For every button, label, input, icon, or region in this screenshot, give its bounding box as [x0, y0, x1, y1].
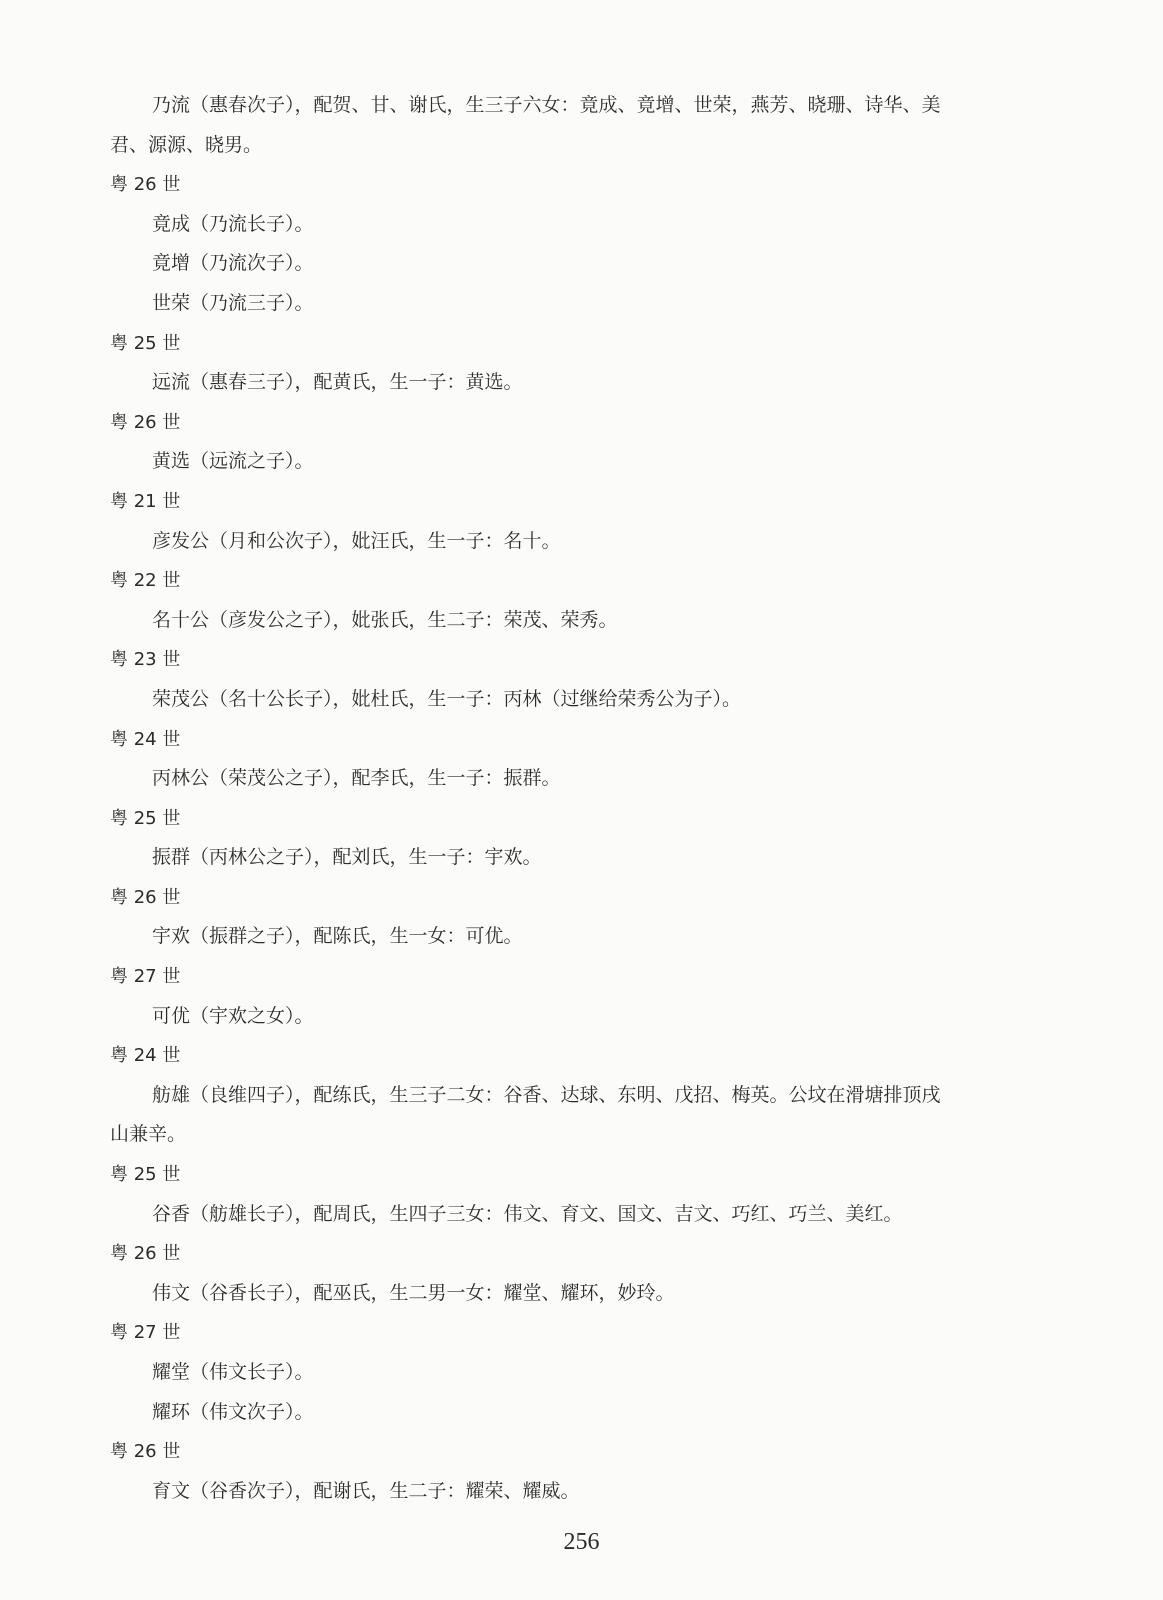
generation-heading: 粤 26 世 [110, 886, 181, 908]
text-line: 丙林公（荣茂公之子），配李氏，生一子：振群。 [152, 767, 561, 790]
page-number: 256 [563, 1529, 600, 1555]
text-line: 彦发公（月和公次子），妣汪氏，生一子：名十。 [152, 529, 561, 552]
generation-heading: 粤 22 世 [110, 570, 181, 592]
text-line: 宇欢（振群之子），配陈氏，生一女：可优。 [152, 925, 523, 948]
text-line: 振群（丙林公之子），配刘氏，生一子：宇欢。 [152, 846, 542, 869]
text-line: 耀堂（伟文长子）。 [152, 1361, 314, 1383]
generation-heading: 粤 27 世 [110, 1322, 181, 1344]
generation-heading: 粤 26 世 [110, 1441, 181, 1463]
text-line: 山兼辛。 [110, 1123, 187, 1146]
text-line: 世荣（乃流三子）。 [152, 291, 314, 314]
generation-heading: 粤 25 世 [110, 1164, 181, 1186]
generation-heading: 粤 26 世 [110, 411, 181, 433]
text-line: 可优（宇欢之女）。 [152, 1004, 314, 1027]
text-line: 乃流（惠春次子），配贺、甘、谢氏，生三子六女：竟成、竟增、世荣，燕芳、晓珊、诗华、美 [152, 94, 941, 116]
text-line: 谷香（舫雄长子），配周氏，生四子三女：伟文、育文、国文、吉文、巧红、巧兰、美红。 [152, 1202, 903, 1225]
text-line: 名十公（彦发公之子），妣张氏，生二子：荣茂、荣秀。 [152, 608, 618, 631]
text-line: 荣茂公（名十公长子），妣杜氏，生一子：丙林（过继给荣秀公为子）。 [152, 687, 742, 710]
generation-heading: 粤 26 世 [110, 174, 181, 196]
text-line: 育文（谷香次子），配谢氏，生二子：耀荣、耀威。 [152, 1479, 580, 1502]
text-line: 竟成（乃流长子）。 [152, 212, 314, 235]
text-line: 竟增（乃流次子）。 [152, 252, 314, 275]
text-line: 君、源源、晓男。 [110, 133, 263, 156]
text-line: 舫雄（良维四子），配练氏，生三子二女：谷香、达球、东明、戊招、梅英。公坟在滑塘排顶戌 [152, 1083, 941, 1106]
generation-heading: 粤 24 世 [110, 1045, 181, 1067]
text-line: 远流（惠春三子），配黄氏，生一子：黄选。 [152, 371, 523, 394]
generation-heading: 粤 23 世 [110, 649, 181, 671]
generation-heading: 粤 27 世 [110, 966, 181, 988]
generation-heading: 粤 26 世 [110, 1243, 181, 1265]
text-line: 黄选（远流之子）。 [152, 450, 314, 473]
text-line: 耀环（伟文次子）。 [152, 1400, 314, 1423]
generation-heading: 粤 25 世 [110, 807, 181, 829]
genealogy-text [110, 86, 1040, 1511]
generation-heading: 粤 24 世 [110, 728, 181, 750]
generation-heading: 粤 25 世 [110, 332, 181, 354]
generation-heading: 粤 21 世 [110, 490, 181, 512]
text-line: 伟文（谷香长子），配巫氏，生二男一女：耀堂、耀环，妙玲。 [152, 1281, 675, 1304]
